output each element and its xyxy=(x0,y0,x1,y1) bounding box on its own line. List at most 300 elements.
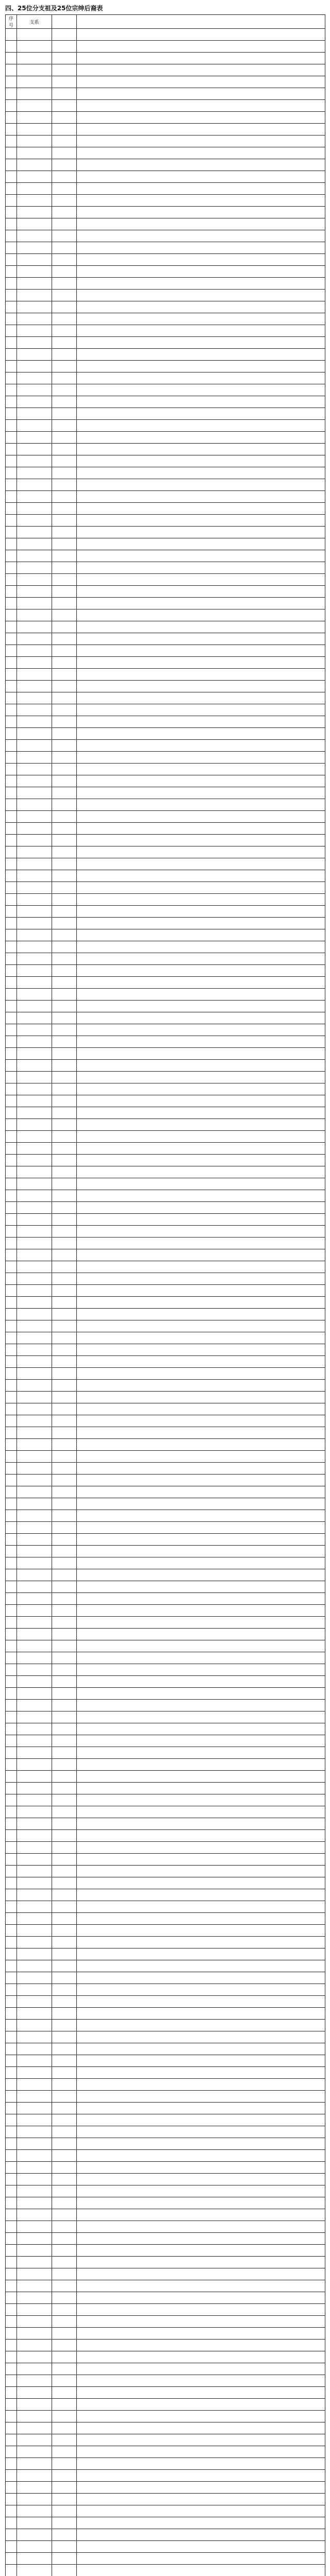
table-row xyxy=(6,1083,325,1095)
row-sequence-cell xyxy=(6,1072,17,1083)
table-row xyxy=(6,1119,325,1131)
table-row xyxy=(6,823,325,835)
row-sequence-cell xyxy=(6,361,17,372)
row-sequence-cell xyxy=(6,242,17,254)
row-sequence-cell xyxy=(6,989,17,1001)
row-role-cell xyxy=(52,1830,77,1842)
row-branch-cell xyxy=(17,64,52,76)
row-record-cell xyxy=(77,147,325,159)
row-branch-cell xyxy=(17,1178,52,1190)
row-role-cell xyxy=(52,479,77,491)
row-role-cell xyxy=(52,420,77,432)
row-sequence-cell xyxy=(6,1036,17,1048)
table-row xyxy=(6,135,325,147)
row-branch-cell xyxy=(17,1830,52,1842)
row-branch-cell xyxy=(17,2185,52,2197)
row-sequence-cell xyxy=(6,728,17,740)
row-branch-cell xyxy=(17,1546,52,1557)
row-sequence-cell xyxy=(6,1226,17,1238)
row-role-cell xyxy=(52,989,77,1001)
row-role-cell xyxy=(52,1024,77,1036)
table-row xyxy=(6,1901,325,1913)
table-row xyxy=(6,88,325,100)
row-record-cell xyxy=(77,2197,325,2209)
row-branch-cell xyxy=(17,2268,52,2280)
row-role-cell xyxy=(52,562,77,574)
table-row xyxy=(6,491,325,503)
row-branch-cell xyxy=(17,1605,52,1617)
row-sequence-cell xyxy=(6,444,17,455)
table-row xyxy=(6,195,325,207)
table-row xyxy=(6,2422,325,2434)
row-branch-cell xyxy=(17,432,52,444)
row-branch-cell xyxy=(17,1700,52,1711)
row-record-cell xyxy=(77,2055,325,2067)
row-role-cell xyxy=(52,1083,77,1095)
row-role-cell xyxy=(52,846,77,858)
row-branch-cell xyxy=(17,2138,52,2150)
table-row xyxy=(6,1581,325,1593)
row-sequence-cell xyxy=(6,503,17,515)
row-role-cell xyxy=(52,88,77,100)
table-row xyxy=(6,361,325,372)
row-sequence-cell xyxy=(6,2458,17,2470)
row-role-cell xyxy=(52,574,77,586)
row-role-cell xyxy=(52,2422,77,2434)
row-record-cell xyxy=(77,1510,325,1522)
table-row xyxy=(6,1261,325,1273)
row-branch-cell xyxy=(17,2031,52,2043)
row-sequence-cell xyxy=(6,1652,17,1664)
table-row xyxy=(6,2126,325,2138)
row-role-cell xyxy=(52,2505,77,2517)
row-sequence-cell xyxy=(6,2292,17,2304)
row-role-cell xyxy=(52,787,77,799)
table-row xyxy=(6,1131,325,1143)
row-record-cell xyxy=(77,2008,325,2020)
row-role-cell xyxy=(52,171,77,183)
row-branch-cell xyxy=(17,2375,52,2387)
row-role-cell xyxy=(52,1747,77,1759)
row-branch-cell xyxy=(17,2316,52,2328)
row-role-cell xyxy=(52,1119,77,1131)
row-branch-cell xyxy=(17,669,52,681)
row-branch-cell xyxy=(17,752,52,764)
row-sequence-cell xyxy=(6,1463,17,1475)
row-sequence-cell xyxy=(6,2280,17,2292)
table-row xyxy=(6,799,325,811)
row-sequence-cell xyxy=(6,1012,17,1024)
row-sequence-cell xyxy=(6,2434,17,2446)
table-row xyxy=(6,159,325,171)
row-record-cell xyxy=(77,1901,325,1913)
row-branch-cell xyxy=(17,1332,52,1344)
table-row xyxy=(6,1629,325,1640)
row-role-cell xyxy=(52,1569,77,1581)
table-row xyxy=(6,1546,325,1557)
row-branch-cell xyxy=(17,1629,52,1640)
row-role-cell xyxy=(52,408,77,420)
row-role-cell xyxy=(52,728,77,740)
row-role-cell xyxy=(52,503,77,515)
row-branch-cell xyxy=(17,1368,52,1380)
table-row xyxy=(6,1652,325,1664)
row-role-cell xyxy=(52,1913,77,1925)
row-sequence-cell xyxy=(6,1427,17,1439)
header-record xyxy=(77,15,325,29)
row-sequence-cell xyxy=(6,2245,17,2257)
row-record-cell xyxy=(77,2351,325,2363)
row-sequence-cell xyxy=(6,2387,17,2399)
row-sequence-cell xyxy=(6,171,17,183)
row-sequence-cell xyxy=(6,1439,17,1451)
row-role-cell xyxy=(52,2138,77,2150)
row-sequence-cell xyxy=(6,2174,17,2185)
row-sequence-cell xyxy=(6,2162,17,2174)
table-row xyxy=(6,479,325,491)
row-branch-cell xyxy=(17,1475,52,1486)
table-row xyxy=(6,2031,325,2043)
row-sequence-cell xyxy=(6,1735,17,1747)
table-row xyxy=(6,1392,325,1403)
row-record-cell xyxy=(77,1996,325,2008)
row-role-cell xyxy=(52,1794,77,1806)
row-branch-cell xyxy=(17,1960,52,1972)
row-sequence-cell xyxy=(6,2209,17,2221)
row-role-cell xyxy=(52,1723,77,1735)
row-branch-cell xyxy=(17,1107,52,1119)
row-sequence-cell xyxy=(6,1451,17,1463)
row-sequence-cell xyxy=(6,1996,17,2008)
row-record-cell xyxy=(77,1249,325,1261)
table-row xyxy=(6,1913,325,1925)
row-role-cell xyxy=(52,1972,77,1984)
row-branch-cell xyxy=(17,41,52,53)
table-row xyxy=(6,846,325,858)
row-record-cell xyxy=(77,1238,325,1249)
row-sequence-cell xyxy=(6,195,17,207)
table-row xyxy=(6,1024,325,1036)
row-role-cell xyxy=(52,1901,77,1913)
row-branch-cell xyxy=(17,562,52,574)
row-role-cell xyxy=(52,455,77,467)
table-row xyxy=(6,218,325,230)
row-sequence-cell xyxy=(6,550,17,562)
row-sequence-cell xyxy=(6,124,17,135)
row-record-cell xyxy=(77,2174,325,2185)
row-role-cell xyxy=(52,396,77,408)
table-row xyxy=(6,1356,325,1368)
row-record-cell xyxy=(77,1320,325,1332)
row-sequence-cell xyxy=(6,2020,17,2031)
table-row xyxy=(6,574,325,586)
row-sequence-cell xyxy=(6,2541,17,2553)
row-record-cell xyxy=(77,53,325,64)
table-row xyxy=(6,2470,325,2482)
table-row xyxy=(6,301,325,313)
row-sequence-cell xyxy=(6,2091,17,2103)
table-row xyxy=(6,1747,325,1759)
row-role-cell xyxy=(52,1095,77,1107)
row-role-cell xyxy=(52,2494,77,2505)
table-row xyxy=(6,372,325,384)
row-role-cell xyxy=(52,1344,77,1356)
row-record-cell xyxy=(77,1285,325,1297)
row-record-cell xyxy=(77,1593,325,1605)
row-role-cell xyxy=(52,764,77,775)
row-record-cell xyxy=(77,764,325,775)
row-role-cell xyxy=(52,432,77,444)
table-row xyxy=(6,124,325,135)
table-row xyxy=(6,811,325,823)
row-role-cell xyxy=(52,159,77,171)
row-role-cell xyxy=(52,598,77,609)
row-sequence-cell xyxy=(6,2185,17,2197)
row-record-cell xyxy=(77,2150,325,2162)
row-sequence-cell xyxy=(6,1261,17,1273)
row-role-cell xyxy=(52,64,77,76)
row-sequence-cell xyxy=(6,1747,17,1759)
row-record-cell xyxy=(77,1060,325,1072)
table-row xyxy=(6,1534,325,1546)
row-role-cell xyxy=(52,1320,77,1332)
row-branch-cell xyxy=(17,2221,52,2233)
row-branch-cell xyxy=(17,1711,52,1723)
table-row xyxy=(6,1012,325,1024)
row-branch-cell xyxy=(17,88,52,100)
row-record-cell xyxy=(77,1984,325,1996)
row-record-cell xyxy=(77,918,325,929)
row-branch-cell xyxy=(17,1403,52,1415)
row-role-cell xyxy=(52,1012,77,1024)
row-branch-cell xyxy=(17,2541,52,2553)
row-record-cell xyxy=(77,1688,325,1700)
row-role-cell xyxy=(52,2209,77,2221)
table-row xyxy=(6,2482,325,2494)
row-branch-cell xyxy=(17,1439,52,1451)
row-branch-cell xyxy=(17,1937,52,1948)
row-branch-cell xyxy=(17,1747,52,1759)
row-sequence-cell xyxy=(6,76,17,88)
table-row xyxy=(6,2197,325,2209)
row-sequence-cell xyxy=(6,823,17,835)
row-record-cell xyxy=(77,550,325,562)
row-sequence-cell xyxy=(6,657,17,669)
row-record-cell xyxy=(77,230,325,242)
row-role-cell xyxy=(52,965,77,977)
row-record-cell xyxy=(77,1617,325,1629)
row-record-cell xyxy=(77,1925,325,1937)
table-row xyxy=(6,1925,325,1937)
row-branch-cell xyxy=(17,2351,52,2363)
row-sequence-cell xyxy=(6,2553,17,2565)
row-sequence-cell xyxy=(6,1629,17,1640)
row-sequence-cell xyxy=(6,2446,17,2458)
table-row xyxy=(6,2387,325,2399)
table-row xyxy=(6,1475,325,1486)
row-role-cell xyxy=(52,2565,77,2576)
row-record-cell xyxy=(77,503,325,515)
row-record-cell xyxy=(77,2316,325,2328)
table-row xyxy=(6,906,325,918)
table-row xyxy=(6,432,325,444)
table-row xyxy=(6,1380,325,1392)
row-role-cell xyxy=(52,301,77,313)
row-branch-cell xyxy=(17,527,52,538)
row-branch-cell xyxy=(17,2103,52,2114)
row-sequence-cell xyxy=(6,929,17,941)
row-branch-cell xyxy=(17,2328,52,2340)
table-row xyxy=(6,1972,325,1984)
row-sequence-cell xyxy=(6,1415,17,1427)
row-branch-cell xyxy=(17,2399,52,2411)
row-branch-cell xyxy=(17,2505,52,2517)
row-record-cell xyxy=(77,100,325,112)
row-record-cell xyxy=(77,1001,325,1012)
row-branch-cell xyxy=(17,372,52,384)
row-record-cell xyxy=(77,1202,325,1214)
row-branch-cell xyxy=(17,1498,52,1510)
row-role-cell xyxy=(52,645,77,657)
row-branch-cell xyxy=(17,1854,52,1866)
row-branch-cell xyxy=(17,455,52,467)
table-row xyxy=(6,2043,325,2055)
row-record-cell xyxy=(77,692,325,704)
row-record-cell xyxy=(77,2103,325,2114)
row-role-cell xyxy=(52,2363,77,2375)
row-sequence-cell xyxy=(6,1119,17,1131)
row-record-cell xyxy=(77,2553,325,2565)
row-role-cell xyxy=(52,1238,77,1249)
row-branch-cell xyxy=(17,835,52,846)
row-branch-cell xyxy=(17,408,52,420)
row-sequence-cell xyxy=(6,2031,17,2043)
table-row xyxy=(6,2233,325,2245)
table-row xyxy=(6,1344,325,1356)
table-row xyxy=(6,1166,325,1178)
row-branch-cell xyxy=(17,266,52,278)
row-record-cell xyxy=(77,1723,325,1735)
row-record-cell xyxy=(77,1866,325,1877)
row-branch-cell xyxy=(17,1344,52,1356)
row-sequence-cell xyxy=(6,100,17,112)
table-row xyxy=(6,894,325,906)
row-role-cell xyxy=(52,835,77,846)
row-record-cell xyxy=(77,787,325,799)
table-row xyxy=(6,1937,325,1948)
row-role-cell xyxy=(52,894,77,906)
row-branch-cell xyxy=(17,2020,52,2031)
row-branch-cell xyxy=(17,1155,52,1166)
row-branch-cell xyxy=(17,313,52,325)
row-sequence-cell xyxy=(6,835,17,846)
row-record-cell xyxy=(77,1072,325,1083)
row-role-cell xyxy=(52,1640,77,1652)
row-role-cell xyxy=(52,1178,77,1190)
row-branch-cell xyxy=(17,2422,52,2434)
row-role-cell xyxy=(52,2292,77,2304)
row-sequence-cell xyxy=(6,1806,17,1818)
row-branch-cell xyxy=(17,1759,52,1771)
row-branch-cell xyxy=(17,1925,52,1937)
row-branch-cell xyxy=(17,2257,52,2268)
row-sequence-cell xyxy=(6,1688,17,1700)
table-row xyxy=(6,2103,325,2114)
row-role-cell xyxy=(52,740,77,752)
row-role-cell xyxy=(52,1629,77,1640)
row-role-cell xyxy=(52,2328,77,2340)
row-record-cell xyxy=(77,88,325,100)
row-record-cell xyxy=(77,598,325,609)
row-role-cell xyxy=(52,1285,77,1297)
row-role-cell xyxy=(52,2079,77,2091)
row-record-cell xyxy=(77,2446,325,2458)
row-sequence-cell xyxy=(6,1581,17,1593)
row-record-cell xyxy=(77,1392,325,1403)
row-role-cell xyxy=(52,147,77,159)
table-row xyxy=(6,1498,325,1510)
row-branch-cell xyxy=(17,479,52,491)
row-branch-cell xyxy=(17,1238,52,1249)
row-sequence-cell xyxy=(6,2304,17,2316)
row-sequence-cell xyxy=(6,775,17,787)
row-record-cell xyxy=(77,1226,325,1238)
row-role-cell xyxy=(52,2043,77,2055)
row-sequence-cell xyxy=(6,1320,17,1332)
row-sequence-cell xyxy=(6,1877,17,1889)
row-branch-cell xyxy=(17,704,52,716)
row-role-cell xyxy=(52,1996,77,2008)
row-record-cell xyxy=(77,159,325,171)
table-row xyxy=(6,2529,325,2541)
table-row xyxy=(6,41,325,53)
table-row xyxy=(6,112,325,124)
row-branch-cell xyxy=(17,301,52,313)
row-role-cell xyxy=(52,704,77,716)
row-branch-cell xyxy=(17,2233,52,2245)
row-role-cell xyxy=(52,313,77,325)
row-branch-cell xyxy=(17,1783,52,1794)
row-record-cell xyxy=(77,361,325,372)
row-role-cell xyxy=(52,2245,77,2257)
table-row xyxy=(6,313,325,325)
row-branch-cell xyxy=(17,894,52,906)
row-role-cell xyxy=(52,1356,77,1368)
row-branch-cell xyxy=(17,1119,52,1131)
row-record-cell xyxy=(77,1569,325,1581)
row-role-cell xyxy=(52,515,77,527)
row-role-cell xyxy=(52,633,77,645)
row-branch-cell xyxy=(17,1842,52,1854)
row-role-cell xyxy=(52,491,77,503)
row-sequence-cell xyxy=(6,1403,17,1415)
row-record-cell xyxy=(77,2233,325,2245)
row-record-cell xyxy=(77,1178,325,1190)
row-sequence-cell xyxy=(6,278,17,290)
table-row xyxy=(6,989,325,1001)
row-branch-cell xyxy=(17,1557,52,1569)
row-sequence-cell xyxy=(6,918,17,929)
table-row xyxy=(6,503,325,515)
row-record-cell xyxy=(77,1783,325,1794)
row-record-cell xyxy=(77,977,325,989)
row-branch-cell xyxy=(17,515,52,527)
row-sequence-cell xyxy=(6,2494,17,2505)
row-record-cell xyxy=(77,1155,325,1166)
row-sequence-cell xyxy=(6,704,17,716)
row-branch-cell xyxy=(17,1214,52,1226)
row-record-cell xyxy=(77,1332,325,1344)
